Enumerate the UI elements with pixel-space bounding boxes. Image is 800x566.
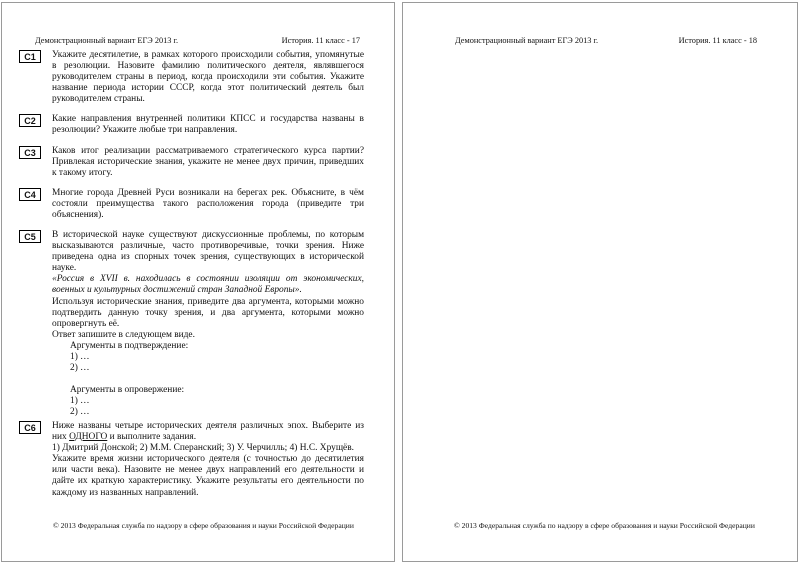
question-text [52,421,364,499]
question-text: Укажите десятилетие, в рамках которого происходили события, упомянутые в резолюции. Назовите фамилию политического деятеля, являвшегося руководителем страны в период, когда происходили эти события. Укажите название периода истории СССР, когда этот политический деятель был руководителем страны. [52,50,364,105]
left-page [1,2,395,562]
c5-confirm-1: 1) … [70,352,90,363]
c5-answer-form: Ответ запишите в следующем виде. [52,329,195,340]
c6-intro-underlined: ОДНОГО [69,432,108,443]
question-text [52,230,364,419]
question-text: Многие города Древней Руси возникали на берегах рек. Объясните, в чём состояли преимущества такого расположения города (приведите три объяснения). [52,188,364,221]
question-c6 [19,421,364,499]
c5-confirm-heading: Аргументы в подтверждение: [70,340,189,351]
footer: © 2013 Федеральная служба по надзору в сфере образования и науки Российской Федерации [53,521,354,530]
c5-confirm-2: 2) … [70,363,90,374]
header-left: Демонстрационный вариант ЕГЭ 2013 г. [35,36,179,45]
c5-quote: «Россия в XVII в. находилась в состоянии изоляции от экономических, военных и культурных достижений стран Западной Европы». [52,274,364,296]
question-label: С3 [19,146,41,159]
question-label: С1 [19,50,41,63]
question-c5 [19,230,364,419]
header-right: История. 11 класс - 18 [678,36,757,45]
right-page [402,2,798,562]
question-label: С4 [19,188,41,201]
c5-intro: В исторической науке существуют дискуссионные проблемы, по которым высказываются различные, часто противоречивые, точки зрения. Ниже приведена одна из спорных точек зрения, существующих в исторической науке. [52,230,364,274]
header-left: Демонстрационный вариант ЕГЭ 2013 г. [455,36,599,45]
c5-refute-2: 2) … [70,407,90,418]
question-c2 [19,114,364,136]
c6-intro-a: Ниже названы четыре исторических деятеля различных эпох. Выберите из них [52,421,364,443]
c6-task: Укажите время жизни исторического деятеля (с точностью до десятилетия или части века). Назовите не менее двух направлений его деятельности и дайте их краткую характеристику. Укажите результаты его деятельности по каждому из названных направлений. [52,454,364,498]
question-label: С5 [19,230,41,243]
question-text: Какие направления внутренней политики КПСС и государства названы в резолюции? Укажите любые три направления. [52,114,364,136]
question-c4 [19,188,364,221]
question-label: С6 [19,421,41,434]
c6-intro-b: и выполните задания. [107,432,197,443]
c5-refute-1: 1) … [70,396,90,407]
footer: © 2013 Федеральная служба по надзору в сфере образования и науки Российской Федерации [454,521,755,530]
question-c3 [19,146,364,179]
question-label: С2 [19,114,41,127]
header-right: История. 11 класс - 17 [281,36,360,45]
c6-persons: 1) Дмитрий Донской; 2) М.М. Сперанский; 3) У. Черчилль; 4) Н.С. Хрущёв. [52,443,354,454]
question-text: Каков итог реализации рассматриваемого стратегического курса партии? Привлекая исторические знания, укажите не менее двух причин, приведших к такому итогу. [52,146,364,179]
c5-task: Используя исторические знания, приведите два аргумента, которыми можно подтвердить данную точку зрения, и два аргумента, которыми можно опровергнуть её. [52,296,364,329]
c5-refute-heading: Аргументы в опровержение: [70,385,185,396]
c6-intro [52,421,364,443]
question-c1 [19,50,364,105]
